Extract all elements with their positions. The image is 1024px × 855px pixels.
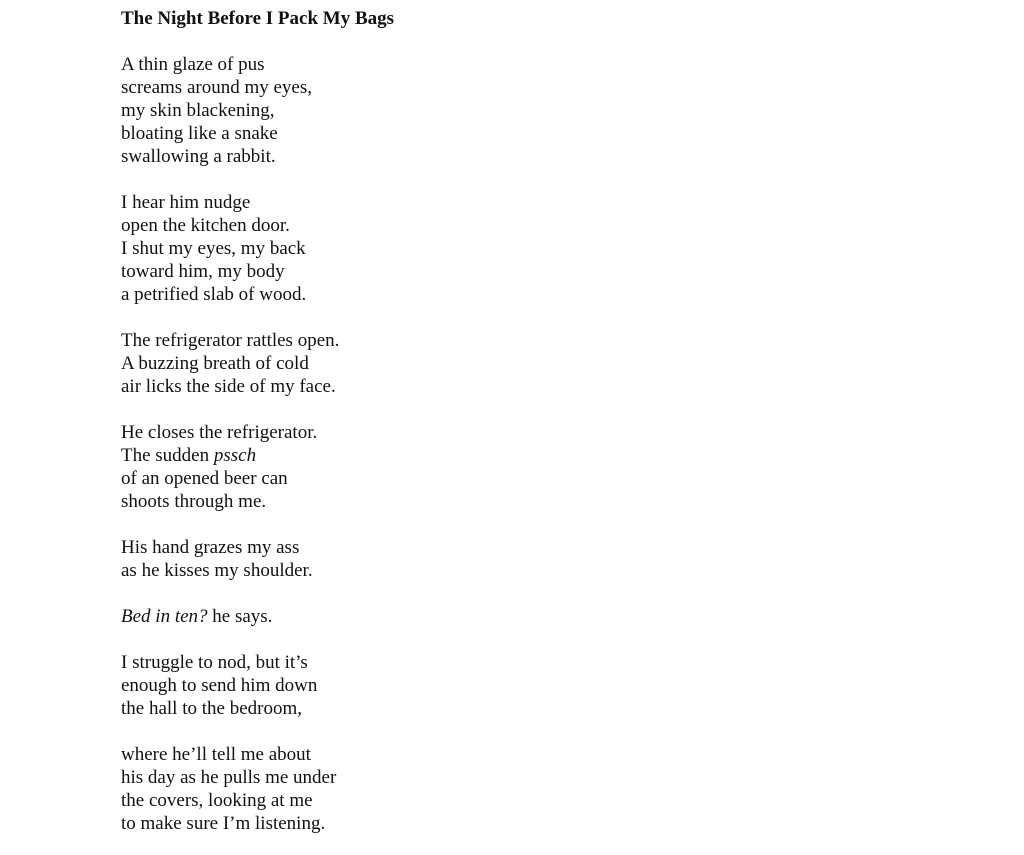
poem-line: [121, 697, 721, 720]
poem-line: [121, 559, 721, 582]
poem-line-text: his day as he pulls me under: [121, 767, 337, 788]
poem-line: [121, 490, 721, 513]
poem-line-text: screams around my eyes,: [121, 77, 312, 98]
poem-line-text: I struggle to nod, but it’s: [121, 652, 308, 673]
poem-line: [121, 53, 721, 76]
poem-line: [121, 536, 721, 559]
poem-line-text: I shut my eyes, my back: [121, 238, 306, 259]
poem-stanza: [121, 53, 721, 168]
poem-line-text: to make sure I’m listening.: [121, 813, 326, 834]
poem-line: [121, 421, 721, 444]
poem-line-text: His hand grazes my ass: [121, 537, 300, 558]
poem-line: [121, 812, 721, 835]
poem-line: [121, 789, 721, 812]
poem-line-text: the hall to the bedroom,: [121, 698, 302, 719]
poem-line: [121, 674, 721, 697]
poem-line: [121, 214, 721, 237]
poem-line-text: The refrigerator rattles open.: [121, 330, 340, 351]
poem-line: [121, 329, 721, 352]
poem-line-text: he says.: [207, 606, 273, 627]
poem-line-text: bloating like a snake: [121, 123, 278, 144]
poem-line-text: air licks the side of my face.: [121, 376, 336, 397]
poem-line: [121, 260, 721, 283]
poem-line-italic-text: Bed in ten?: [121, 606, 208, 627]
poem-line-text: shoots through me.: [121, 491, 267, 512]
poem-body: [121, 53, 721, 835]
poem-line: [121, 352, 721, 375]
poem-line-text: my skin blackening,: [121, 100, 275, 121]
poem-line: [121, 375, 721, 398]
poem-line-text: the covers, looking at me: [121, 790, 313, 811]
poem-line: [121, 283, 721, 306]
poem-line: [121, 99, 721, 122]
poem-line: [121, 605, 721, 628]
poem-line-text: A buzzing breath of cold: [121, 353, 309, 374]
poem-line: [121, 444, 721, 467]
poem-line-text: a petrified slab of wood.: [121, 284, 307, 305]
poem-stanza: [121, 743, 721, 835]
poem-line-text: of an opened beer can: [121, 468, 288, 489]
poem-line: [121, 237, 721, 260]
poem-line-text: swallowing a rabbit.: [121, 146, 276, 167]
poem-line-text: where he’ll tell me about: [121, 744, 311, 765]
poem-line-text: A thin glaze of pus: [121, 54, 265, 75]
poem-stanza: [121, 191, 721, 306]
poem-line: [121, 145, 721, 168]
poem-stanza: [121, 421, 721, 513]
poem-line-text: I hear him nudge: [121, 192, 251, 213]
poem-line-text: as he kisses my shoulder.: [121, 560, 313, 581]
poem-stanza: [121, 651, 721, 720]
poem-line-text: enough to send him down: [121, 675, 318, 696]
poem-line: [121, 743, 721, 766]
poem-line: [121, 766, 721, 789]
poem-line-italic-text: pssch: [213, 445, 257, 466]
poem-line-text: He closes the refrigerator.: [121, 422, 318, 443]
poem-line: [121, 651, 721, 674]
poem-stanza: [121, 329, 721, 398]
poem-stanza: [121, 536, 721, 582]
poem-line-text: toward him, my body: [121, 261, 285, 282]
poem-line: [121, 467, 721, 490]
poem-stanza: [121, 605, 721, 628]
poem-page: [121, 7, 721, 835]
poem-line: [121, 191, 721, 214]
poem-line-text: The sudden: [121, 445, 214, 466]
poem-line: [121, 76, 721, 99]
poem-line-text: open the kitchen door.: [121, 215, 290, 236]
poem-title: The Night Before I Pack My Bags: [121, 8, 395, 29]
poem-line: [121, 122, 721, 145]
